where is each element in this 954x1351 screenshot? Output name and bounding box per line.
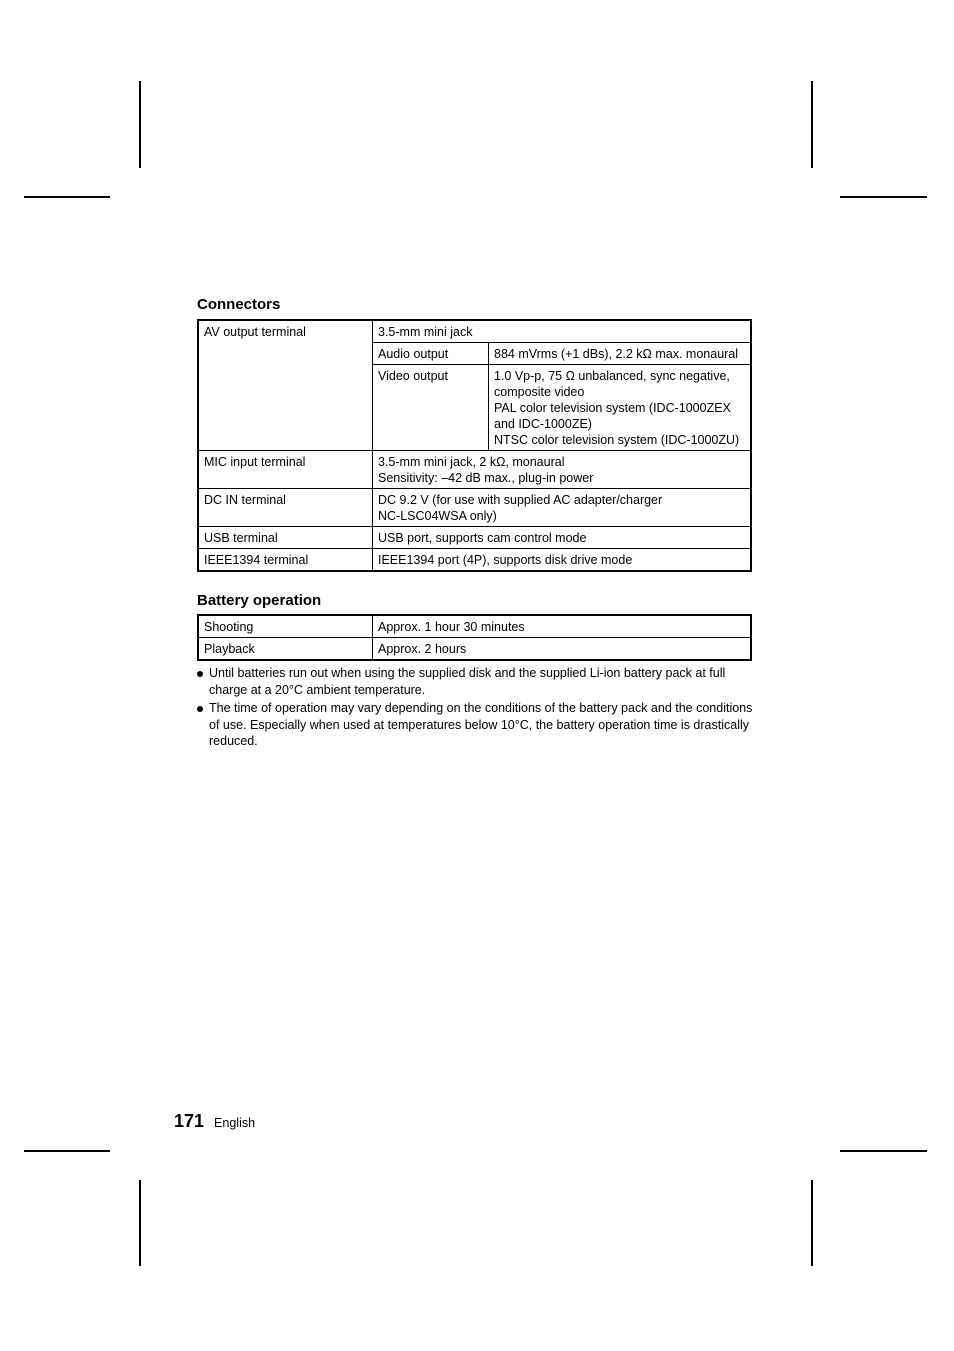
value-line: 1.0 Vp-p, 75 Ω unbalanced, sync negative, composite video xyxy=(494,369,730,399)
table-row xyxy=(198,527,751,549)
table-row xyxy=(198,549,751,572)
crop-mark xyxy=(24,196,110,198)
sub-value: 884 mVrms (+1 dBs), 2.2 kΩ max. monaural xyxy=(489,343,752,365)
crop-mark xyxy=(24,1150,110,1152)
value-line: NC-LSC04WSA only) xyxy=(378,509,497,523)
table-row xyxy=(198,638,751,661)
list-item xyxy=(197,665,757,698)
table-row xyxy=(198,615,751,638)
row-label: IEEE1394 terminal xyxy=(198,549,373,572)
page-number: 171 xyxy=(174,1111,205,1131)
row-label: Shooting xyxy=(198,615,373,638)
row-label: Playback xyxy=(198,638,373,661)
battery-table xyxy=(197,614,752,661)
page-footer xyxy=(174,1111,255,1132)
row-label: MIC input terminal xyxy=(198,451,373,489)
note-text: Until batteries run out when using the supplied disk and the supplied Li-ion battery pack at full charge at a 20°C ambient temperature. xyxy=(209,666,726,697)
connectors-heading: Connectors xyxy=(197,296,281,313)
row-value: IEEE1394 port (4P), supports disk drive mode xyxy=(373,549,752,572)
crop-mark xyxy=(811,81,813,168)
row-value: Approx. 2 hours xyxy=(373,638,752,661)
connectors-table xyxy=(197,319,752,572)
sub-label: Video output xyxy=(373,365,489,451)
table-row xyxy=(198,320,751,343)
note-text: The time of operation may vary depending on the conditions of the battery pack and the conditions of use. Especially when used at temperatures below 10°C, the battery operation time is drastically reduced. xyxy=(209,701,753,748)
battery-heading: Battery operation xyxy=(197,592,322,609)
battery-notes xyxy=(197,665,757,752)
value-line: NTSC color television system (IDC-1000ZU) xyxy=(494,433,740,447)
table-row xyxy=(198,451,751,489)
row-label: USB terminal xyxy=(198,527,373,549)
language-label: English xyxy=(214,1116,256,1130)
row-value: 3.5-mm mini jack xyxy=(373,320,752,343)
row-value xyxy=(373,451,752,489)
row-value xyxy=(373,489,752,527)
crop-mark xyxy=(139,1180,141,1266)
bullet-icon xyxy=(197,706,203,712)
row-label: AV output terminal xyxy=(198,320,373,451)
crop-mark xyxy=(811,1180,813,1266)
value-line: Sensitivity: –42 dB max., plug-in power xyxy=(378,471,594,485)
row-value: Approx. 1 hour 30 minutes xyxy=(373,615,752,638)
crop-mark xyxy=(139,81,141,168)
value-line: DC 9.2 V (for use with supplied AC adapter/charger xyxy=(378,493,663,507)
sub-value xyxy=(489,365,752,451)
value-line: PAL color television system (IDC-1000ZEX and IDC-1000ZE) xyxy=(494,401,731,431)
row-value: USB port, supports cam control mode xyxy=(373,527,752,549)
list-item xyxy=(197,700,757,750)
row-label: DC IN terminal xyxy=(198,489,373,527)
crop-mark xyxy=(840,1150,927,1152)
bullet-icon xyxy=(197,671,203,677)
crop-mark xyxy=(840,196,927,198)
sub-label: Audio output xyxy=(373,343,489,365)
value-line: 3.5-mm mini jack, 2 kΩ, monaural xyxy=(378,455,565,469)
table-row xyxy=(198,489,751,527)
